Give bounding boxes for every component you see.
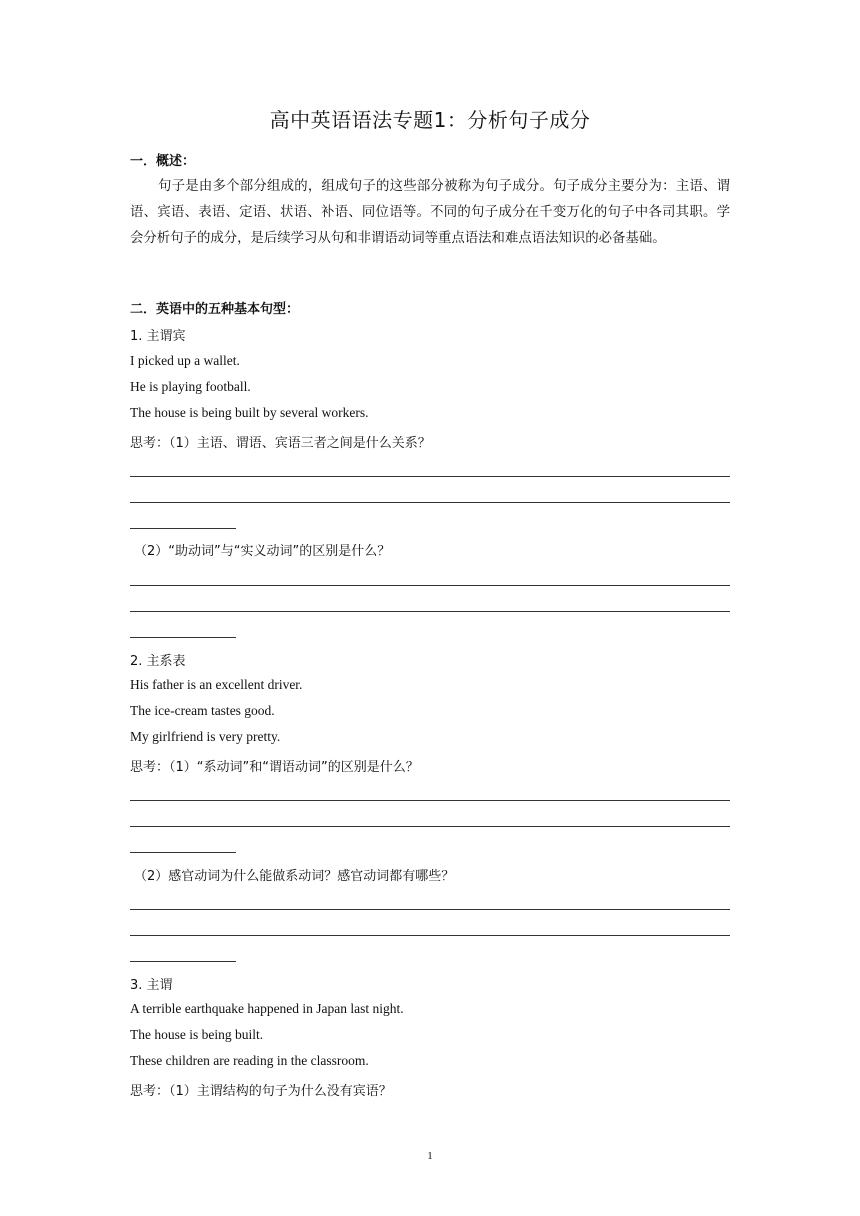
answer-line[interactable]	[130, 637, 236, 638]
pattern1-question-1: 思考：（1）主语、谓语、宾语三者之间是什么关系？	[130, 436, 431, 451]
pattern1-heading: 1. 主谓宾	[130, 329, 186, 344]
pattern3-example-3: These children are reading in the classroom.	[130, 1053, 369, 1068]
page-number: 1	[427, 1150, 433, 1162]
pattern3-question-1: 思考：（1）主谓结构的句子为什么没有宾语？	[130, 1084, 392, 1099]
pattern2-question-2: （2）感官动词为什么能做系动词？感官动词都有哪些？	[134, 869, 455, 884]
overview-paragraph: 句子是由多个部分组成的，组成句子的这些部分被称为句子成分。句子成分主要分为：主语、谓语、宾语、表语、定语、状语、补语、同位语等。不同的句子成分在千变万化的句子中各司其职。学会分析句子的成分，是后续学习从句和非谓语动词等重点语法和难点语法知识的必备基础。	[130, 179, 730, 246]
answer-line[interactable]	[130, 800, 730, 801]
pattern1-example-1: I picked up a wallet.	[130, 353, 240, 368]
pattern2-example-3: My girlfriend is very pretty.	[130, 729, 281, 744]
patterns-heading: 二．英语中的五种基本句型：	[130, 302, 300, 317]
pattern1-question-2: （2）“助动词”与“实义动词”的区别是什么？	[134, 544, 391, 559]
answer-line[interactable]	[130, 502, 730, 503]
answer-line[interactable]	[130, 528, 236, 529]
pattern2-question-1: 思考：（1）“系动词”和“谓语动词”的区别是什么？	[130, 760, 419, 775]
answer-line[interactable]	[130, 909, 730, 910]
answer-line[interactable]	[130, 611, 730, 612]
pattern3-example-1: A terrible earthquake happened in Japan last night.	[130, 1001, 404, 1016]
answer-line[interactable]	[130, 826, 730, 827]
answer-line[interactable]	[130, 935, 730, 936]
pattern1-example-3: The house is being built by several workers.	[130, 405, 369, 420]
pattern3-example-2: The house is being built.	[130, 1027, 264, 1042]
answer-line[interactable]	[130, 852, 236, 853]
pattern3-heading: 3. 主谓	[130, 978, 173, 993]
answer-line[interactable]	[130, 476, 730, 477]
overview-heading: 一．概述：	[130, 154, 196, 169]
pattern2-heading: 2. 主系表	[130, 654, 186, 669]
answer-line[interactable]	[130, 585, 730, 586]
pattern2-example-1: His father is an excellent driver.	[130, 677, 303, 692]
page-title: 高中英语语法专题1：分析句子成分	[269, 108, 591, 132]
pattern2-example-2: The ice-cream tastes good.	[130, 703, 275, 718]
pattern1-example-2: He is playing football.	[130, 379, 251, 394]
answer-line[interactable]	[130, 961, 236, 962]
